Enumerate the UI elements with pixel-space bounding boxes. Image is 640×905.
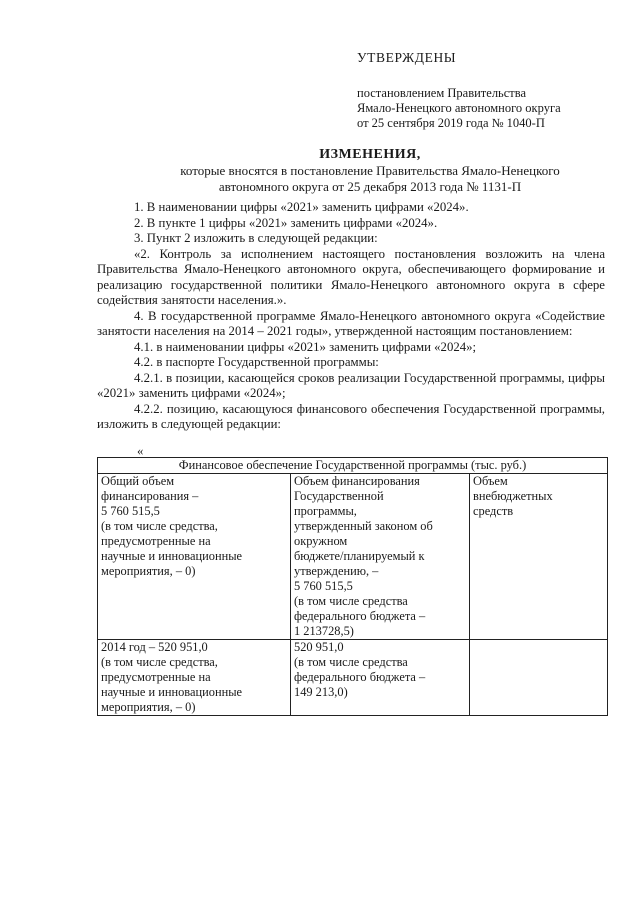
financing-table bbox=[97, 457, 608, 716]
cell-line: мероприятия, – 0) bbox=[101, 564, 196, 578]
cell-line: 1 213728,5) bbox=[294, 624, 354, 638]
cell-line: мероприятия, – 0) bbox=[101, 700, 196, 714]
financing-section bbox=[97, 444, 605, 716]
cell-line: (в том числе средства, bbox=[101, 519, 218, 533]
cell-line: (в том числе средства bbox=[294, 655, 408, 669]
quote-mark: « bbox=[137, 444, 144, 458]
program-funding-cell bbox=[291, 474, 470, 640]
cell-line: 5 760 515,5 bbox=[294, 579, 353, 593]
subtitle-line: автономного округа от 25 декабря 2013 года № 1131-П bbox=[218, 179, 522, 194]
item-3-text: «2. Контроль за исполнением настоящего постановления возложить на члена Правительства Ямало-Ненецкого автономного округа, обеспечивающего формирование и реализацию государственной политики Ямало-Ненецкого автономного округа в сфере содействия занятости населения.». bbox=[97, 246, 605, 307]
cell-line: федерального бюджета – bbox=[294, 670, 426, 684]
cell-line: научные и инновационные bbox=[101, 549, 243, 563]
item-4: 4. В государственной программе Ямало-Ненецкого автономного округа «Содействие занятости населения на 2014 – 2021 годы», утвержденной настоящим постановлением: bbox=[97, 308, 605, 338]
cell-line: (в том числе средства bbox=[294, 594, 408, 608]
approval-line: от 25 сентября 2019 года № 1040-П bbox=[357, 116, 545, 130]
cell-line: предусмотренные на bbox=[101, 670, 211, 684]
cell-line: федерального бюджета – bbox=[294, 609, 426, 623]
cell-line: 520 951,0 bbox=[294, 640, 344, 654]
total-funding-cell bbox=[98, 474, 291, 640]
cell-line: (в том числе средства, bbox=[101, 655, 218, 669]
subtitle-line: которые вносятся в постановление Правительства Ямало-Ненецкого bbox=[180, 163, 560, 178]
approval-line: Ямало-Ненецкого автономного округа bbox=[357, 101, 561, 115]
document-body bbox=[97, 200, 605, 433]
financing-table-title: Финансовое обеспечение Государственной программы (тыс. руб.) bbox=[98, 458, 608, 474]
cell-line: бюджете/планируемый к bbox=[294, 549, 425, 563]
cell-line: Объем финансирования bbox=[294, 474, 420, 488]
document-heading bbox=[100, 146, 640, 195]
approval-block bbox=[357, 86, 561, 131]
item-3: 3. Пункт 2 изложить в следующей редакции: bbox=[134, 231, 378, 245]
cell-line: программы, bbox=[294, 504, 357, 518]
cell-line: окружном bbox=[294, 534, 348, 548]
table-row bbox=[98, 640, 608, 716]
cell-line: научные и инновационные bbox=[101, 685, 243, 699]
item-4-2-1: 4.2.1. в позиции, касающейся сроков реализации Государственной программы, цифры «2021» заменить цифрами «2024»; bbox=[97, 370, 605, 400]
item-1: 1. В наименовании цифры «2021» заменить цифрами «2024». bbox=[134, 200, 469, 214]
item-2: 2. В пункте 1 цифры «2021» заменить цифрами «2024». bbox=[134, 215, 438, 230]
item-4-2: 4.2. в паспорте Государственной программы: bbox=[134, 355, 379, 369]
cell-line: 2014 год – 520 951,0 bbox=[101, 640, 208, 654]
item-4-2-2: 4.2.2. позицию, касающуюся финансового обеспечения Государственной программы, изложить в следующей редакции: bbox=[97, 401, 605, 431]
cell-line: финансирования – bbox=[101, 489, 199, 503]
year-2014-extrabudgetary-cell bbox=[470, 640, 608, 716]
item-4-1: 4.1. в наименовании цифры «2021» заменить цифрами «2024»; bbox=[134, 339, 477, 354]
cell-line: Общий объем bbox=[101, 474, 175, 488]
cell-line: Объем bbox=[473, 474, 508, 488]
approval-line: постановлением Правительства bbox=[357, 86, 527, 100]
cell-line: внебюджетных bbox=[473, 489, 553, 503]
cell-line: Государственной bbox=[294, 489, 384, 503]
approved-stamp: УТВЕРЖДЕНЫ bbox=[357, 50, 457, 65]
table-header-row bbox=[98, 474, 608, 640]
cell-line: 149 213,0) bbox=[294, 685, 348, 699]
extrabudgetary-cell bbox=[470, 474, 608, 640]
document-title: ИЗМЕНЕНИЯ, bbox=[319, 147, 421, 162]
cell-line: утверждению, – bbox=[294, 564, 379, 578]
cell-line: средств bbox=[473, 504, 514, 518]
cell-line: 5 760 515,5 bbox=[101, 504, 160, 518]
year-2014-total-cell bbox=[98, 640, 291, 716]
cell-line: предусмотренные на bbox=[101, 534, 211, 548]
cell-line: утвержденный законом об bbox=[294, 519, 433, 533]
year-2014-program-cell bbox=[291, 640, 470, 716]
